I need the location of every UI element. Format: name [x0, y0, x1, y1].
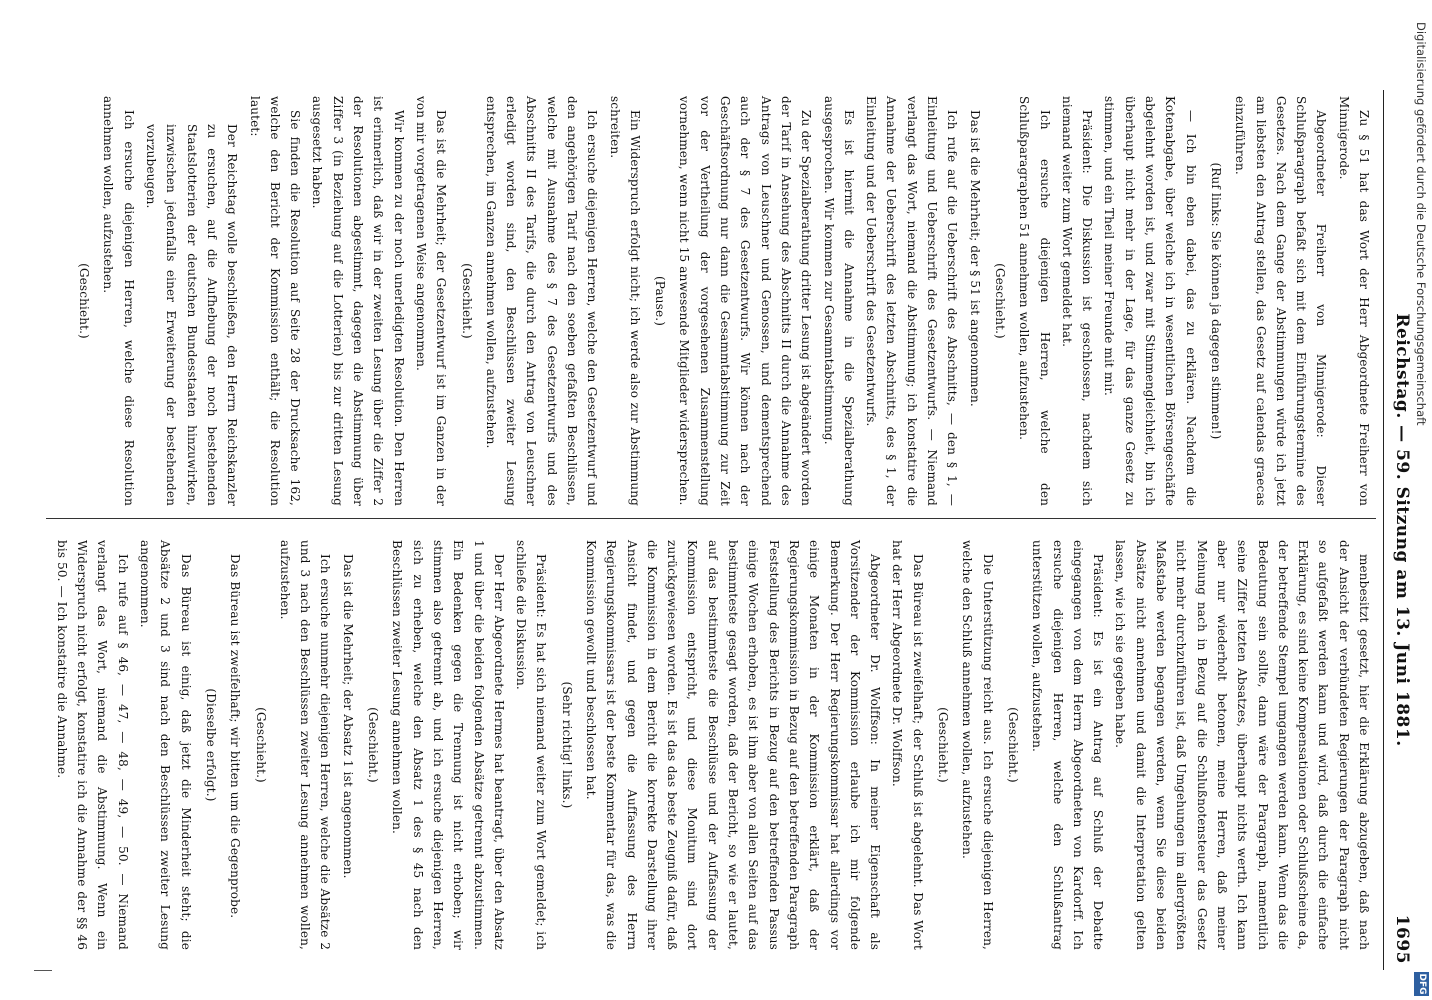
- interjection: (Sehr richtig! links.): [559, 681, 574, 809]
- paragraph: menbesitzt gesetzt, hier die Erklärung abzugeben, daß nach der Ansicht der verbündeten Regierungen der Paragraph nicht so aufgefaßt werden kann und wird, daß durch die einfache Erklärung, es sind keine Kompensationen oder Schlußscheine da, der betreffende Stempel umgangen werden kann. Wenn das die Bedeutung sein sollte, dann wäre der Paragraph, namentlich seine Ziffer letzten Absatzes, überhaupt nichts werth. Ich kann aber nur wiederholt betonen, meine Herren, daß meiner Meinung nach in Bezug auf die Schlußnotensteuer das Gesetz nicht mehr durchzuführen ist, daß Umgehungen im allergrößten Maßstabe werden begangen werden, wenn Sie diese beiden Absätze nicht annehmen und damit die Interpretation gelten lassen, wie ich sie gegeben habe.: [1113, 540, 1371, 950]
- paragraph: Präsident: Es hat sich niemand weiter zum Wort gemeldet; ich schließe die Diskussion.: [514, 540, 549, 950]
- paragraph: Das ist die Mehrheit; der Gesetzentwurf ist im Ganzen in der von mir vorgetragenen Weise angenommen.: [413, 96, 449, 506]
- interjection: (Geschieht.): [1005, 707, 1020, 783]
- paragraph: Wir kommen zu der noch unerledigten Resolution. Den Herren ist erinnerlich, daß wir in der zweiten Lesung über die Ziffer 2 der Resolutionen abgestimmt, dagegen die Abstimmung über Ziffer 3 (in Beziehung auf die Lotterien) bis zur dritten Lesung ausgesetzt haben.: [310, 96, 406, 506]
- interjection: (Dieselbe erfolgt.): [203, 688, 218, 802]
- paragraph: — Ich bin eben dabei, das zu erklären. Nachdem die Kotenabgabe, über welche ich in wesentlichen Börsengeschäfte abgelehnt worden ist, und zwar mit Stimmengleichheit, bin ich überhaupt nicht mehr in der Lage, für das ganze Gesetz zu stimmen, und ein Theil meiner Freunde mit mir.: [1102, 96, 1198, 506]
- interjection: (Geschieht.): [77, 263, 92, 339]
- paragraph: Zu § 51 hat das Wort der Herr Abgeordnete Freiherr von Minnigerode.: [1336, 96, 1371, 506]
- interjection: (Geschieht.): [366, 707, 381, 783]
- paragraph: Der Herr Abgeordnete Hermes hat beantragt, über den Absatz 1 und über die beiden folgenden Absätze getrennt abzustimmen. Ein Bedenken gegen die Trennung ist nicht erhoben; wir stimmen also getrennt ab, und ich ersuche diejenigen Herren, sich zu erheben, welche den Absatz 1 des § 45 nach den Beschlüssen zweiter Lesung annehmen wollen.: [390, 540, 506, 950]
- interjection: (Ruf links: Sie können ja dagegen stimmen!): [1208, 162, 1223, 440]
- paragraph: Ich ersuche diejenigen Herren, welche den Schlußparagraphen 51 annehmen wollen, aufzustehen.: [1017, 96, 1052, 506]
- paragraph: Es ist hiermit die Annahme in die Spezialberathung ausgesprochen. Wir kommen zur Gesammtabstimmung.: [821, 96, 856, 506]
- digitization-strip: [1410, 0, 1432, 1000]
- page-title: Reichstag. — 59. Sitzung am 13. Juni 1881.: [1392, 313, 1412, 747]
- paragraph: Präsident: Die Diskussion ist geschlossen, nachdem sich niemand weiter zum Wort gemeldet hat.: [1059, 96, 1095, 506]
- paragraph: Zu der Spezialberathung dritter Lesung ist abgeändert worden der Tarif in Ansehung des Abschnitts II durch die Annahme des Antrags von Leuschner und Genossen, und dementsprechend auch der § 7 des Gesetzentwurfs. Wir können nach der Geschäftsordnung nur dann die Gesammtabstimmung zur Zeit vor der Vertheilung der vorgesehenen Zusammenstellung vornehmen, wenn nicht 15 anwesende Mitglieder widersprechen.: [677, 96, 814, 506]
- paragraph: Das Büreau ist zweifelhaft; der Schluß ist abgelehnt. Das Wort hat der Herr Abgeordnete Dr. Wolffson.: [890, 540, 925, 950]
- paragraph: Ich ersuche diejenigen Herren, welche diese Resolution annehmen wollen, aufzustehen.: [101, 96, 136, 506]
- left-column: [69, 96, 1374, 506]
- interjection: (Pause.): [653, 275, 668, 327]
- paragraph: Ich rufe auf die Ueberschrift des Abschnitts, — den § 1, — Einleitung und Ueberschrift des Gesetzentwurfs. — Niemand verlangt das Wort, niemand die Abstimmung; ich konstatire die Annahme der Ueberschrift des letzten Abschnitts, des § 1, der Einleitung und der Ueberschrift des Gesetzentwurfs.: [864, 96, 960, 506]
- paragraph: Die Unterstützung reicht aus. Ich ersuche diejenigen Herren, welche den Schluß annehmen wollen, aufzustehen.: [960, 540, 995, 950]
- scan-artifact: [34, 970, 52, 977]
- dfg-logo: [1414, 972, 1429, 996]
- paragraph: Ein Widerspruch erfolgt nicht; ich werde also zur Abstimmung schreiten.: [607, 96, 642, 506]
- right-column: [50, 540, 1374, 950]
- paragraph: Abgeordneter Dr. Wolffson: In meiner Eigenschaft als Vorsitzender der Kommission erlaube ich mir folgende Bemerkung. Der Herr Regierungskommissar hat allerdings vor einige Monaten in der Kommission erklärt, daß der Regierungskommission in Bezug auf den betreffenden Paragraph Feststellung des Berichts in Bezug auf den betreffenden Passus einige Wochen erhoben, es ist ihm aber von allen Seiten auf das bestimmteste gesagt worden, daß der Bericht, so wie er lautet, auf das bestimmteste die Beschlüsse und der Auffassung der Kommission entspricht, und diese Monitum sind dort zurückgewiesen worden. Es ist das das beste Zeugniß dafür, daß die Kommission in dem Bericht die korrekte Darstellung ihrer Ansicht findet, und gegen die Auffassung des Herrn Regierungskommissars ist der beste Kommentar für das, was die Kommission gewollt und beschlossen hat.: [584, 540, 883, 950]
- paragraph: Ich rufe auf § 46, — 47, — 48, — 49, — 50. — Niemand verlangt das Wort, niemand die Abstimmung. Wenn ein Widerspruch nicht erfolgt, konstatire ich die Annahme der §§ 46 bis 50. — Ich konstatire die Annahme.: [54, 540, 130, 950]
- interjection: (Geschieht.): [459, 263, 474, 339]
- paragraph: Das ist die Mehrheit; der § 51 ist angenommen.: [967, 110, 982, 407]
- paragraph: Ich ersuche nunmehr diejenigen Herren, welche die Absätze 2 und 3 nach den Beschlüssen zweiter Lesung annehmen wollen, aufzustehen.: [277, 540, 333, 950]
- paragraph: Ich ersuche diejenigen Herren, welche den Gesetzentwurf und den angehörigen Tarif nach den soeben gefaßten Beschlüssen, welche mit Ausnahme des § 7 des Gesetzentwurfs und des Abschnitts II des Tarifs, die durch den Antrag von Leuschner erledigt worden sind, den Beschlüssen zweiter Lesung entsprechen, im Ganzen annehmen wollen, aufzustehen.: [483, 96, 600, 506]
- paragraph: Abgeordneter Freiherr von Minnigerode: Dieser Schlußparagraph befaßt sich mit dem Einführungstermine des Gesetzes. Nach dem Gange der Abstimmungen würde ich jetzt am liebsten den Antrag stellen, das Gesetz auf calendas graecas einzuführen.: [1233, 96, 1329, 506]
- interjection: (Geschieht.): [936, 707, 951, 783]
- paragraph: Sie finden die Resolution auf Seite 28 der Drucksache 162, welche den Bericht der Kommission enthält; die Resolution lautet:: [247, 96, 303, 506]
- paragraph: Präsident: Es ist ein Antrag auf Schluß der Debatte eingegangen von dem Herrn Abgeordneten von Kardorff. Ich ersuche diejenigen Herren, welche den Schlußantrag unterstützen wollen, aufzustehen.: [1030, 540, 1106, 950]
- digitization-note: Digitalisierung gefördert durch die Deutsche Forschungsgemeinschaft: [1414, 22, 1428, 426]
- interjection: (Geschieht.): [992, 263, 1007, 339]
- page-number: 1695: [1392, 914, 1412, 964]
- dfg-logo-text: DFG: [1417, 973, 1427, 995]
- column-divider: [46, 518, 1376, 519]
- resolution-quote: Der Reichstag wolle beschließen, den Herrn Reichskanzler zu ersuchen, auf die Aufhebung der noch bestehenden Staatslotterien der deutschen Bundesstaaten hinzuwirken, inzwischen jedenfalls einer Erweiterung der bestehenden vorzubeugen.: [144, 124, 240, 506]
- paragraph: Das Büreau ist zweifelhaft; wir bitten um die Gegenprobe.: [228, 554, 243, 919]
- paragraph: Das ist die Mehrheit; der Absatz 1 ist angenommen.: [340, 554, 355, 879]
- paragraph: Das Büreau ist einig, daß jetzt die Minderheit steht; die Absätze 2 und 3 sind nach den Beschlüssen zweiter Lesung angenommen.: [138, 540, 193, 950]
- interjection: (Geschieht.): [253, 707, 268, 783]
